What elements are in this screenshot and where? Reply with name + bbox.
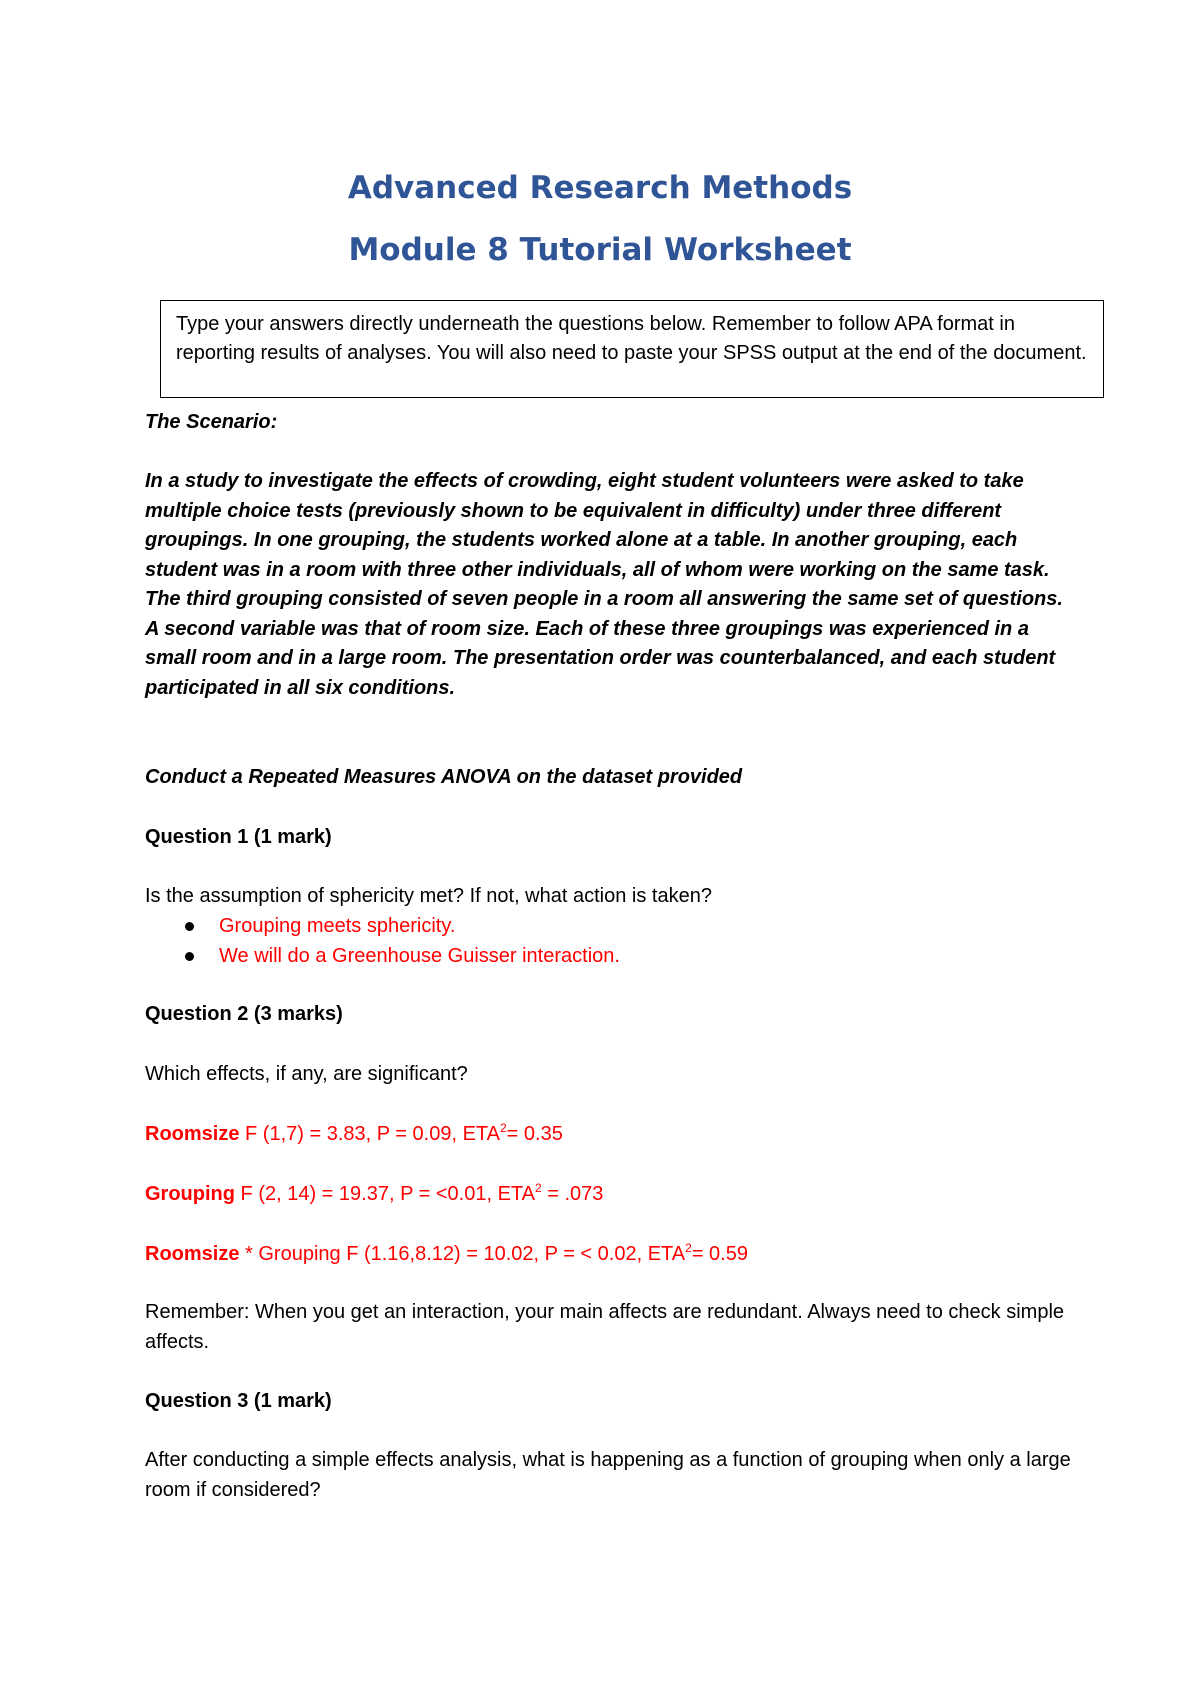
scenario-label: The Scenario: — [145, 411, 278, 433]
question1-text: Is the assumption of sphericity met? If not, what action is taken? — [145, 885, 712, 907]
answer-roomsize — [145, 1120, 1075, 1150]
scenario-text: In a study to investigate the effects of crowding, eight student volunteers were asked to take multiple choice tests (previously shown to be equivalent in difficulty) under three different groupings. In one grouping, the students worked alone at a table. In another grouping, each student was in a room with three other individuals, all of whom were working on the same task. The third grouping consisted of seven people in a room all answering the same set of questions. A second variable was that of room size. Each of these three groupings was experienced in a small room and in a large room. The presentation order was counterbalanced, and each student participated in all six conditions. — [145, 470, 1063, 699]
answer-text: Grouping meets sphericity. — [219, 915, 456, 937]
answer-grouping — [145, 1180, 1075, 1210]
question1-answer-list — [185, 912, 620, 971]
question2-heading: Question 2 (3 marks) — [145, 1003, 343, 1025]
question3-heading: Question 3 (1 mark) — [145, 1390, 332, 1412]
question3-text: After conducting a simple effects analysis, what is happening as a function of grouping when only a large room if considered? — [145, 1449, 1071, 1501]
remember-note: Remember: When you get an interaction, your main affects are redundant. Always need to check simple affects. — [145, 1301, 1065, 1353]
answer-interaction — [145, 1240, 1075, 1270]
list-item — [185, 942, 620, 972]
answer-stat: * Grouping F (1.16,8.12) = 10.02, P = < 0.02, ETA — [239, 1243, 686, 1265]
answer-label: Roomsize — [145, 1243, 240, 1265]
question1-heading: Question 1 (1 mark) — [145, 826, 332, 848]
instructions-box — [160, 300, 1104, 398]
document-subtitle: Module 8 Tutorial Worksheet — [348, 232, 852, 268]
answer-label: Roomsize — [145, 1123, 240, 1145]
question2-text: Which effects, if any, are significant? — [145, 1063, 468, 1085]
answer-stat-value: = 0.35 — [506, 1123, 563, 1145]
superscript: 2 — [499, 1121, 507, 1135]
superscript: 2 — [534, 1181, 542, 1195]
bullet-icon — [185, 952, 194, 961]
bullet-icon — [185, 922, 194, 931]
superscript: 2 — [685, 1241, 692, 1255]
instructions-text: Type your answers directly underneath the questions below. Remember to follow APA format in reporting results of analyses. You will also need to paste your SPSS output at the end of the document. — [176, 313, 1087, 364]
task-instruction: Conduct a Repeated Measures ANOVA on the dataset provided — [145, 766, 743, 788]
document-title: Advanced Research Methods — [347, 170, 853, 206]
answer-stat-value: = .073 — [541, 1183, 604, 1205]
list-item — [185, 912, 620, 942]
answer-label: Grouping — [145, 1183, 235, 1205]
answer-stat: F (1,7) = 3.83, P = 0.09, ETA — [239, 1123, 500, 1145]
answer-text: We will do a Greenhouse Guisser interaction. — [219, 944, 620, 967]
answer-stat: F (2, 14) = 19.37, P = <0.01, ETA — [234, 1183, 535, 1205]
answer-stat-value: = 0.59 — [691, 1243, 748, 1265]
